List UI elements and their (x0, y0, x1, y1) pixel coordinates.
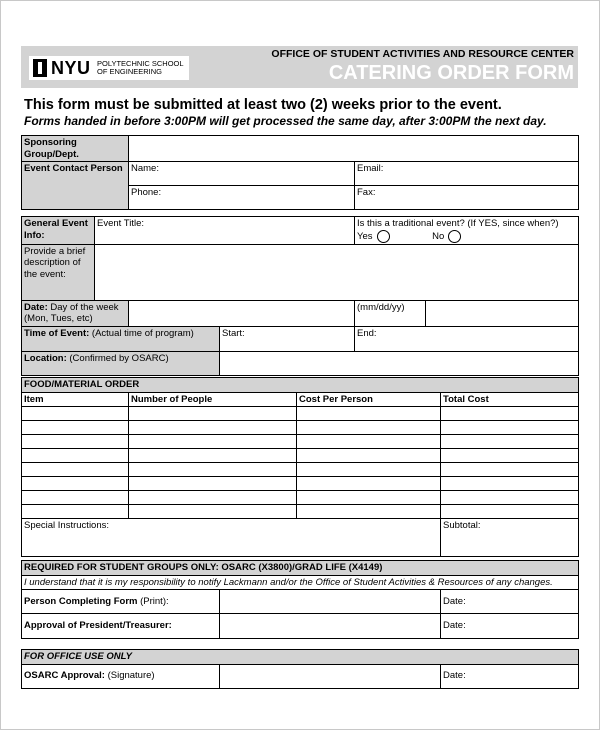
person-date-field[interactable]: Date: (441, 590, 579, 614)
date-label (22, 300, 129, 326)
table-row (22, 477, 579, 491)
name-field[interactable]: Name: (129, 162, 355, 186)
osarc-label-rest: (Signature) (104, 670, 155, 682)
logo-text: NYU (51, 58, 91, 78)
table-row (22, 407, 579, 421)
subtotal-field[interactable]: Subtotal: (441, 519, 579, 557)
nyu-logo (29, 56, 189, 80)
header-banner (21, 46, 578, 88)
time-label-bold: Time of Event: (24, 327, 90, 339)
approval-field[interactable] (220, 614, 441, 639)
location-field[interactable] (220, 351, 579, 375)
people-cell[interactable] (129, 477, 297, 491)
cost-cell[interactable] (297, 421, 441, 435)
intro-line-2: Forms handed in before 3:00PM will get processed the same day, after 3:00PM the next day. (24, 114, 547, 128)
table-row (22, 463, 579, 477)
item-cell[interactable] (22, 505, 129, 519)
table-row (22, 491, 579, 505)
total-cell[interactable] (441, 491, 579, 505)
start-field[interactable]: Start: (220, 326, 355, 351)
approval-date-field[interactable]: Date: (441, 614, 579, 639)
cost-cell[interactable] (297, 435, 441, 449)
fax-field[interactable]: Fax: (355, 186, 579, 210)
total-cell[interactable] (441, 407, 579, 421)
event-table (21, 216, 579, 376)
cost-cell[interactable] (297, 449, 441, 463)
food-table (21, 377, 579, 557)
people-cell[interactable] (129, 435, 297, 449)
event-title-field[interactable]: Event Title: (95, 217, 355, 245)
table-row (22, 449, 579, 463)
col-number-people: Number of People (129, 392, 297, 407)
date-extra-field[interactable] (426, 300, 579, 326)
cost-cell[interactable] (297, 491, 441, 505)
col-item: Item (22, 392, 129, 407)
item-cell[interactable] (22, 449, 129, 463)
approval-label: Approval of President/Treasurer: (22, 614, 220, 639)
school-line-2: OF ENGINEERING (97, 67, 163, 76)
sponsoring-label: Sponsoring Group/Dept. (22, 136, 129, 162)
required-title: REQUIRED FOR STUDENT GROUPS ONLY: OSARC (X3800)/GRAD LIFE (X4149) (22, 561, 579, 576)
form-title: CATERING ORDER FORM (328, 62, 574, 84)
intro-line-1: This form must be submitted at least two (2) weeks prior to the event. (24, 97, 502, 113)
traditional-text: Is this a traditional event? (If YES, since when?) (357, 218, 559, 229)
item-cell[interactable] (22, 435, 129, 449)
traditional-question (355, 217, 579, 245)
location-label (22, 351, 220, 375)
yes-label: Yes (357, 230, 373, 242)
osarc-approval-label (22, 664, 220, 688)
item-cell[interactable] (22, 421, 129, 435)
table-row (22, 505, 579, 519)
col-total-cost: Total Cost (441, 392, 579, 407)
sponsor-table (21, 135, 579, 210)
col-cost-per-person: Cost Per Person (297, 392, 441, 407)
description-field[interactable] (95, 244, 579, 300)
person-completing-label (22, 590, 220, 614)
date-label-rest: Day of the week (Mon, Tues, etc) (24, 301, 119, 324)
no-label: No (432, 230, 445, 242)
people-cell[interactable] (129, 463, 297, 477)
person-completing-field[interactable] (220, 590, 441, 614)
item-cell[interactable] (22, 491, 129, 505)
date-format-field[interactable]: (mm/dd/yy) (355, 300, 426, 326)
people-cell[interactable] (129, 505, 297, 519)
office-use-title: FOR OFFICE USE ONLY (22, 650, 579, 665)
office-use-table (21, 649, 579, 689)
torch-icon (33, 59, 47, 77)
item-cell[interactable] (22, 407, 129, 421)
special-instructions-field[interactable]: Special Instructions: (22, 519, 441, 557)
people-cell[interactable] (129, 449, 297, 463)
sponsoring-field[interactable] (129, 136, 579, 162)
table-row (22, 421, 579, 435)
email-field[interactable]: Email: (355, 162, 579, 186)
no-radio[interactable] (448, 230, 461, 243)
total-cell[interactable] (441, 435, 579, 449)
day-field[interactable] (129, 300, 355, 326)
time-label-rest: (Actual time of program) (89, 327, 194, 339)
cost-cell[interactable] (297, 477, 441, 491)
yes-no-row (357, 230, 576, 243)
phone-field[interactable]: Phone: (129, 186, 355, 210)
location-label-bold: Location: (24, 352, 67, 364)
required-table (21, 560, 579, 639)
table-row (22, 435, 579, 449)
responsibility-notice: I understand that it is my responsibility to notify Lackmann and/or the Office of Student Activities & Resources of any changes. (22, 575, 579, 590)
people-cell[interactable] (129, 407, 297, 421)
osarc-date-field[interactable]: Date: (441, 664, 579, 688)
people-cell[interactable] (129, 421, 297, 435)
location-label-rest: (Confirmed by OSARC) (66, 352, 169, 364)
cost-cell[interactable] (297, 463, 441, 477)
person-label-rest: (Print): (137, 595, 169, 607)
cost-cell[interactable] (297, 407, 441, 421)
cost-cell[interactable] (297, 505, 441, 519)
total-cell[interactable] (441, 477, 579, 491)
end-field[interactable]: End: (355, 326, 579, 351)
time-label (22, 326, 220, 351)
food-section-title: FOOD/MATERIAL ORDER (22, 378, 579, 393)
contact-label: Event Contact Person (22, 162, 129, 210)
school-line-1: POLYTECHNIC SCHOOL (97, 59, 184, 68)
office-name: OFFICE OF STUDENT ACTIVITIES AND RESOURCE CENTER (271, 48, 574, 60)
item-cell[interactable] (22, 477, 129, 491)
school-name (97, 60, 184, 76)
osarc-label-bold: OSARC Approval: (24, 670, 105, 682)
general-info-label: General Event Info: (22, 217, 95, 245)
person-label-bold: Person Completing Form (24, 595, 138, 607)
description-label: Provide a brief description of the event: (22, 244, 95, 300)
date-label-bold: Date: (24, 301, 48, 313)
total-cell[interactable] (441, 449, 579, 463)
total-cell[interactable] (441, 421, 579, 435)
total-cell[interactable] (441, 505, 579, 519)
item-cell[interactable] (22, 463, 129, 477)
people-cell[interactable] (129, 491, 297, 505)
osarc-signature-field[interactable] (220, 664, 441, 688)
yes-radio[interactable] (377, 230, 390, 243)
total-cell[interactable] (441, 463, 579, 477)
